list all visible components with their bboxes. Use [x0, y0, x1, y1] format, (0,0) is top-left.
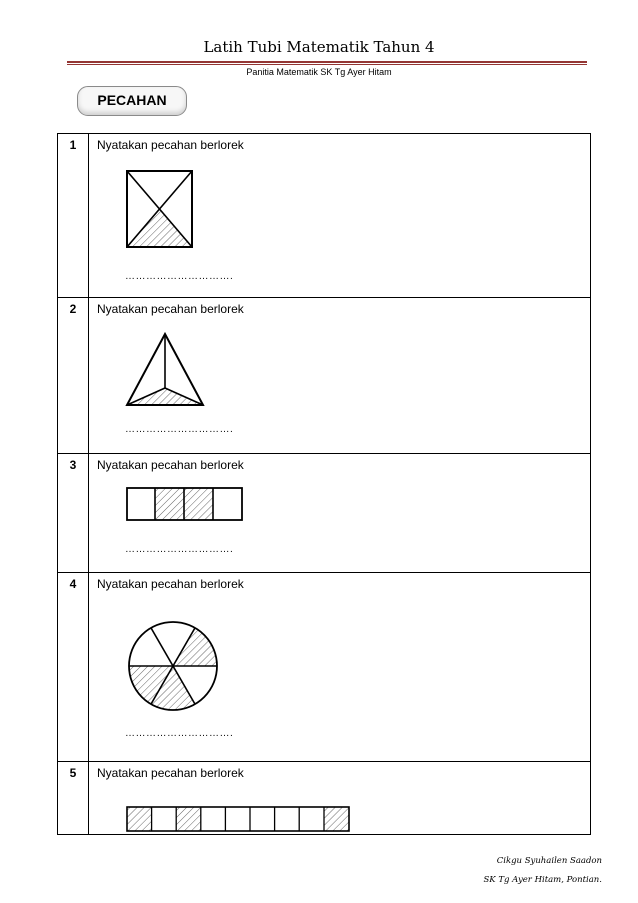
question-text: Nyatakan pecahan berlorek: [97, 458, 244, 472]
question-cell: [89, 298, 591, 454]
page-title: Latih Tubi Matematik Tahun 4: [203, 38, 435, 56]
question-text: Nyatakan pecahan berlorek: [97, 302, 244, 316]
question-number: 3: [58, 454, 89, 573]
shaded-part: [127, 209, 192, 247]
answer-blank[interactable]: ………………………….: [125, 271, 234, 282]
question-row-1: [58, 134, 591, 298]
figure-square-diagonals: [125, 169, 195, 249]
question-row-2: [58, 298, 591, 454]
figure-bar-four-parts: [125, 486, 245, 522]
question-cell: [89, 762, 591, 835]
page-subtitle: Panitia Matematik SK Tg Ayer Hitam: [246, 67, 392, 77]
question-row-5: [58, 762, 591, 835]
figure-bar-ten-parts: [125, 805, 353, 833]
question-row-4: [58, 573, 591, 762]
bar-outline: [127, 807, 349, 831]
question-cell: [89, 573, 591, 762]
question-row-3: [58, 454, 591, 573]
question-table: [57, 133, 591, 835]
shaded-part: [324, 807, 349, 831]
question-cell: [89, 134, 591, 298]
figure-triangle-three-parts: [125, 332, 205, 408]
footer-school: SK Tg Ayer Hitam, Pontian.: [483, 875, 602, 885]
question-number: 5: [58, 762, 89, 835]
shaded-part: [176, 807, 201, 831]
question-number: 1: [58, 134, 89, 298]
header-rule: [67, 61, 587, 63]
shaded-part: [184, 488, 213, 520]
footer-author: Cikgu Syuhailen Saadon: [496, 856, 602, 866]
shaded-part: [127, 807, 152, 831]
question-text: Nyatakan pecahan berlorek: [97, 138, 244, 152]
answer-blank[interactable]: ………………………….: [125, 544, 234, 555]
answer-blank[interactable]: ………………………….: [125, 728, 234, 739]
question-text: Nyatakan pecahan berlorek: [97, 766, 244, 780]
shaded-part: [173, 628, 217, 666]
question-number: 2: [58, 298, 89, 454]
question-cell: [89, 454, 591, 573]
answer-blank[interactable]: ………………………….: [125, 424, 234, 435]
question-text: Nyatakan pecahan berlorek: [97, 577, 244, 591]
shaded-part: [127, 388, 203, 405]
header-rule-thin: [67, 64, 587, 65]
shaded-part: [155, 488, 184, 520]
figure-circle-six-parts: [125, 618, 221, 714]
question-number: 4: [58, 573, 89, 762]
section-badge: PECAHAN: [77, 86, 187, 116]
